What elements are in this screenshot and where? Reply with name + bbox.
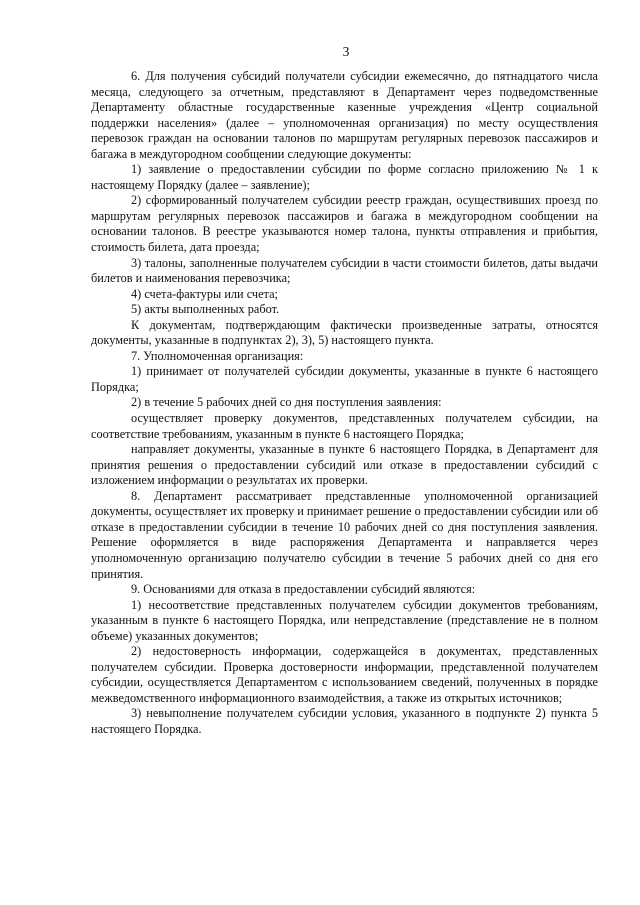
paragraph-7-item-2a: осуществляет проверку документов, представленных получателем субсидии, на соответствие требованиям, указанным в пункте 6 настоящего Порядка;: [91, 411, 598, 441]
paragraph-6-note: К документам, подтверждающим фактически произведенные затраты, относятся документы, указанные в подпунктах 2), 3), 5) настоящего пункта.: [91, 317, 598, 348]
paragraph-7: 7. Уполномоченная организация:: [131, 348, 304, 363]
paragraph-9-item-3: 3) невыполнение получателем субсидии условия, указанного в подпункте 2) пункта 5 настоящего Порядка.: [91, 706, 598, 736]
paragraph-6-item-1: 1) заявление о предоставлении субсидии по форме согласно приложению № 1 к настоящему Порядку (далее – заявление);: [91, 162, 598, 192]
paragraph-6: 6. Для получения субсидий получатели субсидии ежемесячно, до пятнадцатого числа месяца, следующего за отчетным, представляют в Департамент через подведомственные Департаменту областные государственные казенные учреждения «Центр социальной поддержки населения» (далее – уполномоченная организация) по месту осуществления перевозок граждан на основании талонов по маршрутам регулярных перевозок пассажиров и багажа в междугородном сообщении следующие документы:: [91, 69, 598, 161]
paragraph-6-item-2: 2) сформированный получателем субсидии реестр граждан, осуществивших проезд по маршрутам регулярных перевозок пассажиров и багажа в междугородном сообщении на основании талонов. В реестре указываются номер талона, пункты отправления и прибытия, стоимость билета, дата проезда;: [91, 193, 598, 255]
paragraph-7-item-1: 1) принимает от получателей субсидии документы, указанные в пункте 6 настоящего Порядка;: [91, 364, 598, 394]
paragraph-8: 8. Департамент рассматривает представленные уполномоченной организацией документы, осуществляет их проверку и принимает решение о предоставлении субсидии или об отказе в предоставлении субсидии в течение 10 рабочих дней со дня поступления заявления. Решение оформляется в виде распоряжения Департамента и направляется через уполномоченную организацию получателю субсидии в течение 5 рабочих дней со дня его принятия.: [91, 488, 598, 581]
paragraph-6-item-3: 3) талоны, заполненные получателем субсидии в части стоимости билетов, даты выдачи билетов и наименования перевозчика;: [91, 255, 598, 286]
page-number: 3: [342, 44, 350, 59]
paragraph-7-item-2: 2) в течение 5 рабочих дней со дня поступления заявления:: [131, 395, 442, 410]
paragraph-9: 9. Основаниями для отказа в предоставлении субсидий являются:: [131, 582, 476, 597]
paragraph-7-item-2b: направляет документы, указанные в пункте 6 настоящего Порядка, в Департамент для принятия решения о предоставлении субсидий или отказе в предоставлении субсидий с изложением информации о результатах их проверки.: [91, 442, 598, 488]
paragraph-9-item-1: 1) несоответствие представленных получателем субсидии документов требованиям, указанным в пункте 6 настоящего Порядка, или непредставление (представление не в полном объеме) указанных документов;: [91, 597, 598, 643]
paragraph-9-item-2: 2) недостоверность информации, содержащейся в документах, представленных получателем субсидии. Проверка достоверности информации, представленной получателем субсидии, осуществляется Департаментом с использованием сведений, полученных в порядке межведомственного информационного взаимодействия, а также из открытых источников;: [91, 644, 598, 705]
paragraph-6-item-4: 4) счета-фактуры или счета;: [131, 286, 278, 301]
paragraph-6-item-5: 5) акты выполненных работ.: [131, 302, 280, 317]
document-body: [91, 0, 598, 738]
